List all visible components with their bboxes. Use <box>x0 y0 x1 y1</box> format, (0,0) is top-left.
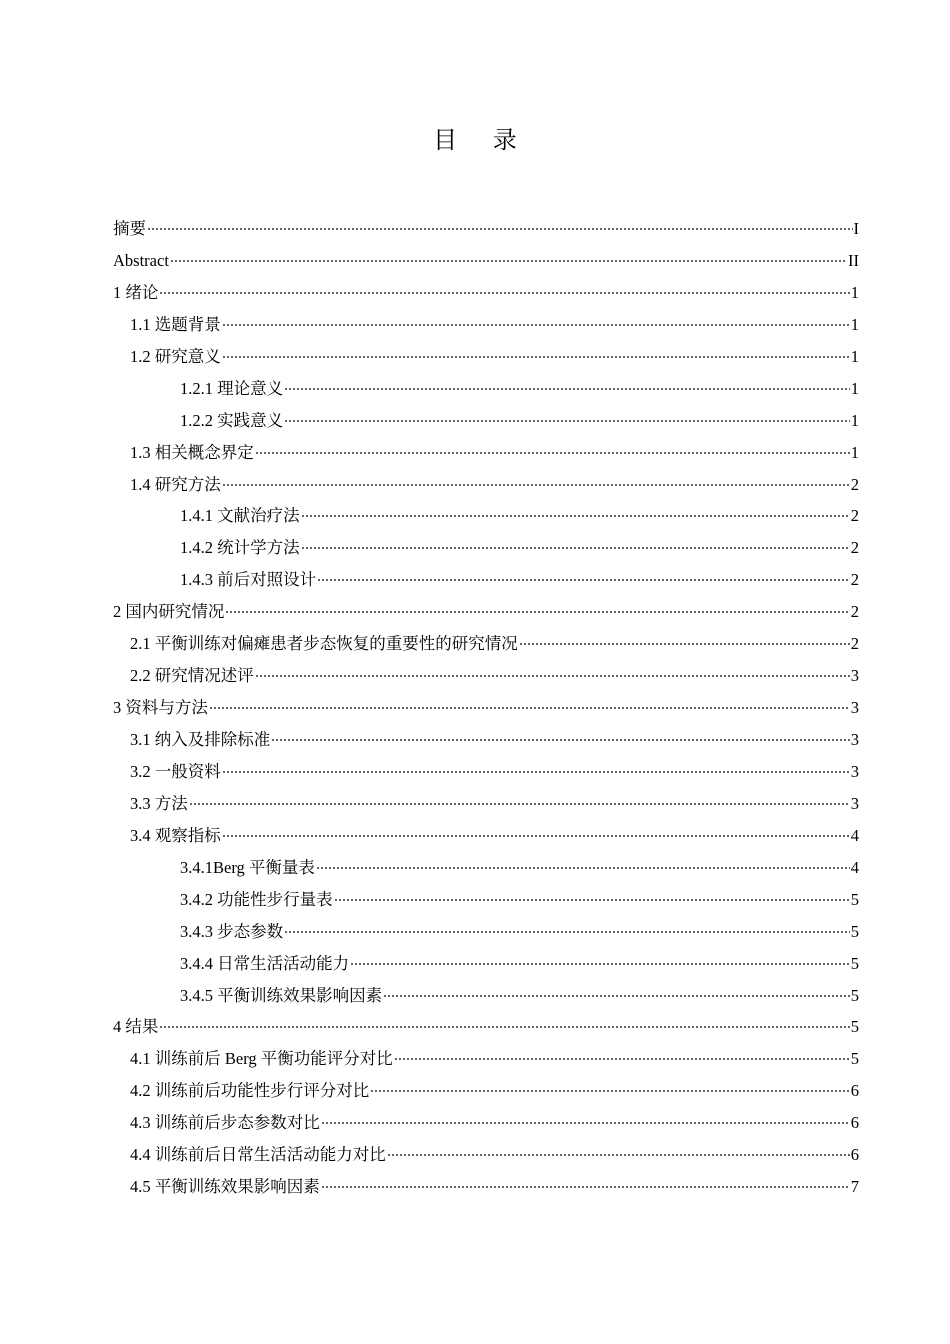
toc-entry[interactable] <box>113 820 859 852</box>
toc-entry-page-number: 5 <box>850 953 859 973</box>
toc-entry[interactable] <box>113 245 859 277</box>
toc-dot-leader <box>321 1186 850 1188</box>
toc-entry[interactable] <box>113 788 859 820</box>
toc-entry-page-number: 2 <box>850 474 859 494</box>
toc-dot-leader <box>317 579 850 581</box>
toc-entry-page-number: 5 <box>850 985 859 1005</box>
toc-dot-leader <box>394 1058 850 1060</box>
toc-entry[interactable] <box>113 564 859 596</box>
toc-entry-label: 3 资料与方法 <box>113 698 208 718</box>
toc-entry[interactable] <box>113 852 859 884</box>
toc-entry-label: 1.2.1 理论意义 <box>180 378 284 398</box>
toc-entry-label: Abstract <box>113 250 169 270</box>
toc-entry-page-number: 5 <box>850 1049 859 1069</box>
toc-entry-label: 2 国内研究情况 <box>113 602 225 622</box>
toc-entry-page-number: 2 <box>850 506 859 526</box>
toc-list <box>113 213 859 1203</box>
toc-entry-label: 1.4 研究方法 <box>130 474 221 494</box>
toc-entry-page-number: 3 <box>850 730 859 749</box>
toc-dot-leader <box>316 867 850 869</box>
toc-entry-page-number: 2 <box>850 538 859 558</box>
toc-dot-leader <box>301 547 850 549</box>
toc-entry[interactable] <box>113 628 859 660</box>
toc-entry-label: 3.4 观察指标 <box>130 825 221 845</box>
toc-dot-leader <box>225 611 849 613</box>
toc-entry-page-number: 5 <box>850 1017 859 1037</box>
toc-entry-label: 3.4.3 步态参数 <box>180 921 284 941</box>
toc-entry-page-number: 5 <box>850 921 859 941</box>
toc-entry-page-number: 3 <box>850 698 859 718</box>
toc-entry-page-number: 1 <box>850 314 859 334</box>
toc-entry-label: 1.2.2 实践意义 <box>180 410 284 430</box>
toc-dot-leader <box>222 835 850 837</box>
toc-entry-label: 摘要 <box>113 219 146 238</box>
toc-entry-label: 3.4.4 日常生活活动能力 <box>180 953 350 973</box>
toc-dot-leader <box>170 260 847 262</box>
toc-entry[interactable] <box>113 692 859 724</box>
toc-entry[interactable] <box>113 341 859 373</box>
toc-entry[interactable] <box>113 660 859 692</box>
toc-entry[interactable] <box>113 277 859 309</box>
toc-dot-leader <box>321 1122 850 1124</box>
toc-dot-leader <box>222 771 850 773</box>
toc-entry-page-number: 3 <box>850 666 859 686</box>
toc-entry[interactable] <box>113 405 859 437</box>
toc-entry-label: 2.1 平衡训练对偏瘫患者步态恢复的重要性的研究情况 <box>130 634 518 654</box>
toc-entry-label: 4.4 训练前后日常生活活动能力对比 <box>130 1145 386 1165</box>
toc-entry-label: 3.4.2 功能性步行量表 <box>180 889 333 909</box>
toc-entry[interactable] <box>113 724 859 756</box>
toc-dot-leader <box>519 643 850 645</box>
toc-entry-label: 1.4.1 文献治疗法 <box>180 506 300 526</box>
toc-entry-label: 3.1 纳入及排除标准 <box>130 730 271 749</box>
toc-entry-label: 1.1 选题背景 <box>130 314 221 334</box>
toc-entry[interactable] <box>113 916 859 948</box>
toc-dot-leader <box>301 515 850 517</box>
toc-entry[interactable] <box>113 1075 859 1107</box>
toc-entry-label: 1.4.2 统计学方法 <box>180 538 300 558</box>
toc-entry-page-number: 5 <box>850 889 859 909</box>
toc-entry-label: 2.2 研究情况述评 <box>130 666 254 686</box>
toc-dot-leader <box>159 1026 849 1028</box>
toc-entry-page-number: 1 <box>850 346 859 366</box>
toc-entry-page-number: 1 <box>850 282 859 302</box>
toc-entry-page-number: 3 <box>850 793 859 813</box>
toc-dot-leader <box>350 963 850 965</box>
toc-dot-leader <box>222 324 850 326</box>
toc-entry-page-number: 4 <box>850 857 859 877</box>
toc-dot-leader <box>222 484 850 486</box>
toc-entry[interactable] <box>113 437 859 469</box>
toc-entry-page-number: 2 <box>850 602 859 622</box>
toc-dot-leader <box>284 420 850 422</box>
toc-entry-label: 4 结果 <box>113 1017 159 1037</box>
toc-entry-page-number: 4 <box>850 825 859 845</box>
toc-entry[interactable] <box>113 1043 859 1075</box>
toc-entry[interactable] <box>113 948 859 980</box>
toc-entry[interactable] <box>113 373 859 405</box>
toc-entry-label: 3.4.5 平衡训练效果影响因素 <box>180 985 383 1005</box>
toc-entry[interactable] <box>113 213 859 245</box>
toc-entry[interactable] <box>113 756 859 788</box>
toc-dot-leader <box>271 739 850 741</box>
toc-entry-page-number: 2 <box>850 570 859 590</box>
toc-entry[interactable] <box>113 1011 859 1043</box>
toc-dot-leader <box>383 995 850 997</box>
toc-entry-page-number: 1 <box>850 378 859 398</box>
toc-entry-label: 3.2 一般资料 <box>130 761 221 781</box>
toc-entry-label: 4.3 训练前后步态参数对比 <box>130 1113 320 1133</box>
toc-entry-label: 1.4.3 前后对照设计 <box>180 570 317 590</box>
toc-entry-label: 4.5 平衡训练效果影响因素 <box>130 1177 320 1197</box>
toc-entry-page-number: 1 <box>850 410 859 430</box>
toc-dot-leader <box>159 292 849 294</box>
toc-dot-leader <box>370 1090 850 1092</box>
toc-entry-label: 4.1 训练前后 Berg 平衡功能评分对比 <box>130 1049 393 1069</box>
toc-entry-page-number: 2 <box>850 634 859 654</box>
toc-entry[interactable] <box>113 469 859 501</box>
toc-dot-leader <box>284 931 850 933</box>
toc-entry-page-number: 3 <box>850 761 859 781</box>
toc-entry[interactable] <box>113 309 859 341</box>
toc-entry[interactable] <box>113 1171 859 1203</box>
toc-dot-leader <box>189 803 850 805</box>
toc-entry-page-number: 1 <box>850 442 859 462</box>
toc-dot-leader <box>209 707 850 709</box>
toc-dot-leader <box>334 899 850 901</box>
toc-dot-leader <box>255 675 850 677</box>
toc-entry-label: 3.3 方法 <box>130 793 188 813</box>
toc-dot-leader <box>147 228 853 230</box>
toc-entry-page-number: 6 <box>850 1113 859 1133</box>
toc-entry[interactable] <box>113 1139 859 1171</box>
toc-dot-leader <box>387 1154 850 1156</box>
toc-entry-page-number: I <box>853 219 859 238</box>
toc-dot-leader <box>284 388 850 390</box>
toc-entry-label: 1.2 研究意义 <box>130 346 221 366</box>
toc-entry[interactable] <box>113 884 859 916</box>
toc-entry-label: 4.2 训练前后功能性步行评分对比 <box>130 1081 370 1101</box>
toc-entry-page-number: II <box>848 250 859 270</box>
toc-entry[interactable] <box>113 500 859 532</box>
toc-entry-page-number: 6 <box>850 1145 859 1165</box>
toc-entry-label: 1 绪论 <box>113 282 159 302</box>
toc-entry-page-number: 7 <box>850 1177 859 1197</box>
page-title: 目 录 <box>433 126 531 154</box>
toc-entry[interactable] <box>113 532 859 564</box>
toc-entry-page-number: 6 <box>850 1081 859 1101</box>
toc-entry[interactable] <box>113 980 859 1012</box>
toc-entry-label: 3.4.1Berg 平衡量表 <box>180 857 315 877</box>
toc-entry[interactable] <box>113 1107 859 1139</box>
toc-entry-label: 1.3 相关概念界定 <box>130 442 254 462</box>
toc-dot-leader <box>255 452 850 454</box>
toc-dot-leader <box>222 356 850 358</box>
toc-entry[interactable] <box>113 596 859 628</box>
